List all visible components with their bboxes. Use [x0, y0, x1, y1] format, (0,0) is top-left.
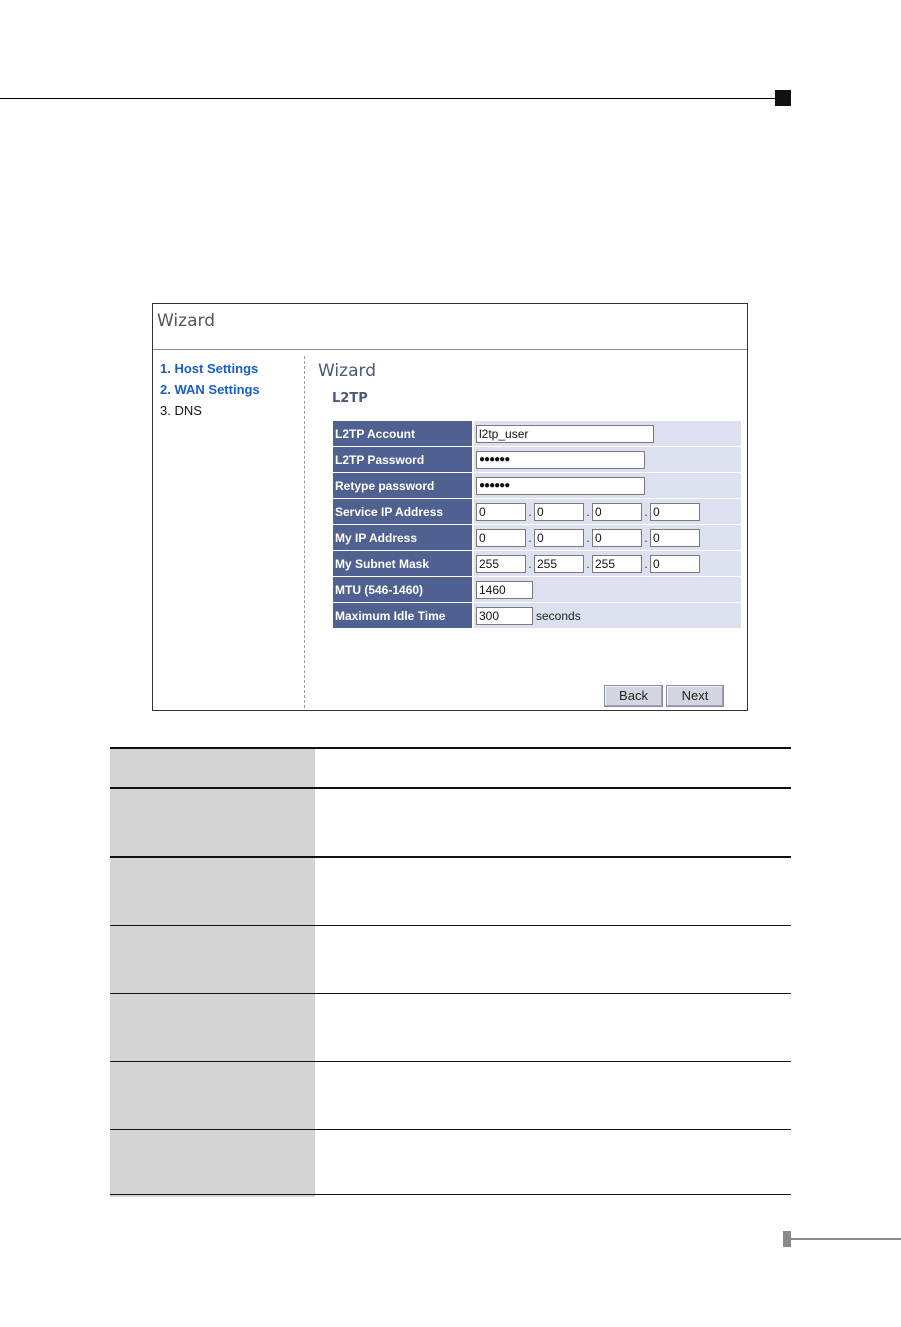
label-l2tp-account: L2TP Account	[333, 421, 474, 447]
table-row	[110, 747, 791, 787]
page-footer-marker	[783, 1231, 791, 1247]
next-button[interactable]: Next	[666, 685, 724, 707]
ip-separator: .	[644, 530, 648, 545]
service-ip-octet-2[interactable]: 0	[534, 503, 584, 521]
row-mtu	[333, 577, 741, 603]
value-cell	[474, 577, 741, 603]
my-ip-octet-4[interactable]: 0	[650, 529, 700, 547]
ip-separator: .	[644, 556, 648, 571]
table-cell-label	[110, 994, 315, 1061]
table-cell-label	[110, 926, 315, 993]
value-cell	[474, 603, 741, 629]
ip-separator: .	[644, 504, 648, 519]
retype-password-input[interactable]: ●●●●●●	[476, 477, 645, 495]
table-cell-desc	[315, 926, 791, 993]
my-ip-octet-3[interactable]: 0	[592, 529, 642, 547]
row-my-ip	[333, 525, 741, 551]
back-button[interactable]: Back	[604, 685, 663, 707]
table-cell-desc	[315, 789, 791, 856]
table-cell-label	[110, 749, 315, 787]
nav-step-host-settings[interactable]: 1. Host Settings	[160, 361, 259, 376]
subnet-octet-3[interactable]: 255	[592, 555, 642, 573]
table-cell-label	[110, 1130, 315, 1197]
wizard-window-title: Wizard	[157, 311, 215, 331]
ip-separator: .	[586, 556, 590, 571]
l2tp-password-input[interactable]: ●●●●●●	[476, 451, 645, 469]
subnet-octet-2[interactable]: 255	[534, 555, 584, 573]
l2tp-form	[333, 421, 741, 629]
nav-divider	[304, 356, 305, 708]
my-ip-octet-2[interactable]: 0	[534, 529, 584, 547]
row-l2tp-account	[333, 421, 741, 447]
l2tp-account-input[interactable]: l2tp_user	[476, 425, 654, 443]
value-cell	[474, 421, 741, 447]
page-footer-rule	[791, 1238, 901, 1240]
subnet-octet-4[interactable]: 0	[650, 555, 700, 573]
ip-separator: .	[528, 530, 532, 545]
table-row	[110, 993, 791, 1061]
nav-step-dns: 3. DNS	[160, 403, 202, 418]
wizard-header	[153, 304, 747, 350]
my-ip-octet-1[interactable]: 0	[476, 529, 526, 547]
wizard-steps-nav	[160, 361, 260, 424]
row-subnet-mask	[333, 551, 741, 577]
table-bottom-rule	[110, 1194, 791, 1195]
value-cell	[474, 525, 741, 551]
table-cell-label	[110, 789, 315, 856]
table-cell-desc	[315, 749, 791, 787]
table-cell-desc	[315, 994, 791, 1061]
service-ip-octet-4[interactable]: 0	[650, 503, 700, 521]
max-idle-time-input[interactable]: 300	[476, 607, 533, 625]
label-mtu: MTU (546-1460)	[333, 577, 474, 603]
panel-subtitle: L2TP	[332, 391, 368, 406]
wizard-screenshot	[152, 303, 748, 711]
table-row	[110, 856, 791, 925]
table-row	[110, 787, 791, 856]
table-cell-desc	[315, 1130, 791, 1197]
table-cell-label	[110, 1062, 315, 1129]
table-row	[110, 1129, 791, 1197]
description-table	[110, 747, 791, 1197]
nav-step-wan-settings[interactable]: 2. WAN Settings	[160, 382, 260, 397]
value-cell	[474, 447, 741, 473]
label-retype-password: Retype password	[333, 473, 474, 499]
row-retype-password	[333, 473, 741, 499]
label-l2tp-password: L2TP Password	[333, 447, 474, 473]
service-ip-octet-1[interactable]: 0	[476, 503, 526, 521]
table-cell-label	[110, 858, 315, 925]
row-service-ip	[333, 499, 741, 525]
table-row	[110, 925, 791, 993]
table-row	[110, 1061, 791, 1129]
panel-title: Wizard	[318, 361, 376, 381]
service-ip-octet-3[interactable]: 0	[592, 503, 642, 521]
label-service-ip: Service IP Address	[333, 499, 474, 525]
idle-time-unit: seconds	[536, 608, 581, 623]
row-l2tp-password	[333, 447, 741, 473]
page-top-rule	[0, 98, 775, 99]
ip-separator: .	[586, 504, 590, 519]
label-max-idle-time: Maximum Idle Time	[333, 603, 474, 629]
mtu-input[interactable]: 1460	[476, 581, 533, 599]
subnet-octet-1[interactable]: 255	[476, 555, 526, 573]
ip-separator: .	[528, 556, 532, 571]
label-subnet-mask: My Subnet Mask	[333, 551, 474, 577]
ip-separator: .	[586, 530, 590, 545]
ip-separator: .	[528, 504, 532, 519]
label-my-ip: My IP Address	[333, 525, 474, 551]
value-cell	[474, 551, 741, 577]
table-cell-desc	[315, 858, 791, 925]
page-corner-marker	[775, 90, 791, 106]
row-max-idle-time	[333, 603, 741, 629]
value-cell	[474, 473, 741, 499]
value-cell	[474, 499, 741, 525]
table-cell-desc	[315, 1062, 791, 1129]
